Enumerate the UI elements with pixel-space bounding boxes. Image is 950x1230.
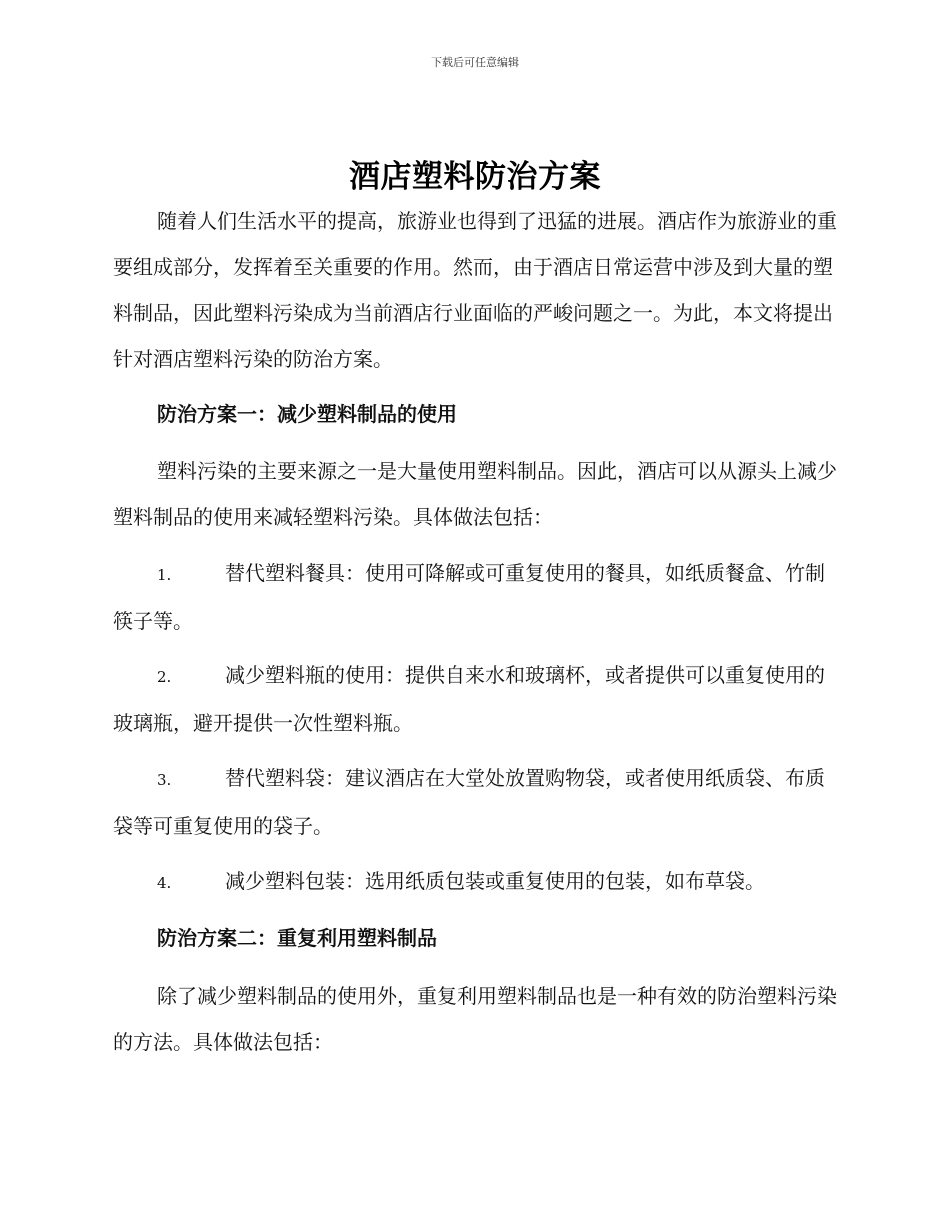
list-item <box>113 755 837 849</box>
list-item-text: 替代塑料袋：建议酒店在大堂处放置购物袋，或者使用纸质袋、布质袋等可重复使用的袋子。 <box>113 766 825 838</box>
list-item-text: 减少塑料瓶的使用：提供自来水和玻璃杯，或者提供可以重复使用的玻璃瓶，避开提供一次性塑料瓶。 <box>113 663 825 735</box>
list-item-number: 3. <box>157 771 172 789</box>
list-item <box>113 652 837 746</box>
list-item-text: 减少塑料包装：选用纸质包装或重复使用的包装，如布草袋。 <box>225 869 765 893</box>
list-item-number: 1. <box>157 566 172 584</box>
list-item-text: 替代塑料餐具：使用可降解或可重复使用的餐具，如纸质餐盒、竹制筷子等。 <box>113 561 825 633</box>
document-title: 酒店塑料防治方案 <box>349 159 601 195</box>
section2-paragraph: 除了减少塑料制品的使用外，重复利用塑料制品也是一种有效的防治塑料污染的方法。具体做法包括： <box>113 984 837 1054</box>
list-item <box>113 858 837 906</box>
list-item-number: 4. <box>157 874 172 892</box>
section1-heading: 防治方案一：减少塑料制品的使用 <box>157 402 457 426</box>
section2-heading: 防治方案二：重复利用塑料制品 <box>157 926 437 950</box>
list-item-number: 2. <box>157 668 172 686</box>
header-note: 下载后可任意编辑 <box>431 56 519 69</box>
section1-paragraph: 塑料污染的主要来源之一是大量使用塑料制品。因此，酒店可以从源头上减少塑料制品的使用来减轻塑料污染。具体做法包括： <box>113 459 837 529</box>
list-item <box>113 550 837 644</box>
intro-paragraph: 随着人们生活水平的提高，旅游业也得到了迅猛的进展。酒店作为旅游业的重要组成部分，发挥着至关重要的作用。然而，由于酒店日常运营中涉及到大量的塑料制品，因此塑料污染成为当前酒店行业面临的严峻问题之一。为此，本文将提出针对酒店塑料污染的防治方案。 <box>113 209 837 371</box>
